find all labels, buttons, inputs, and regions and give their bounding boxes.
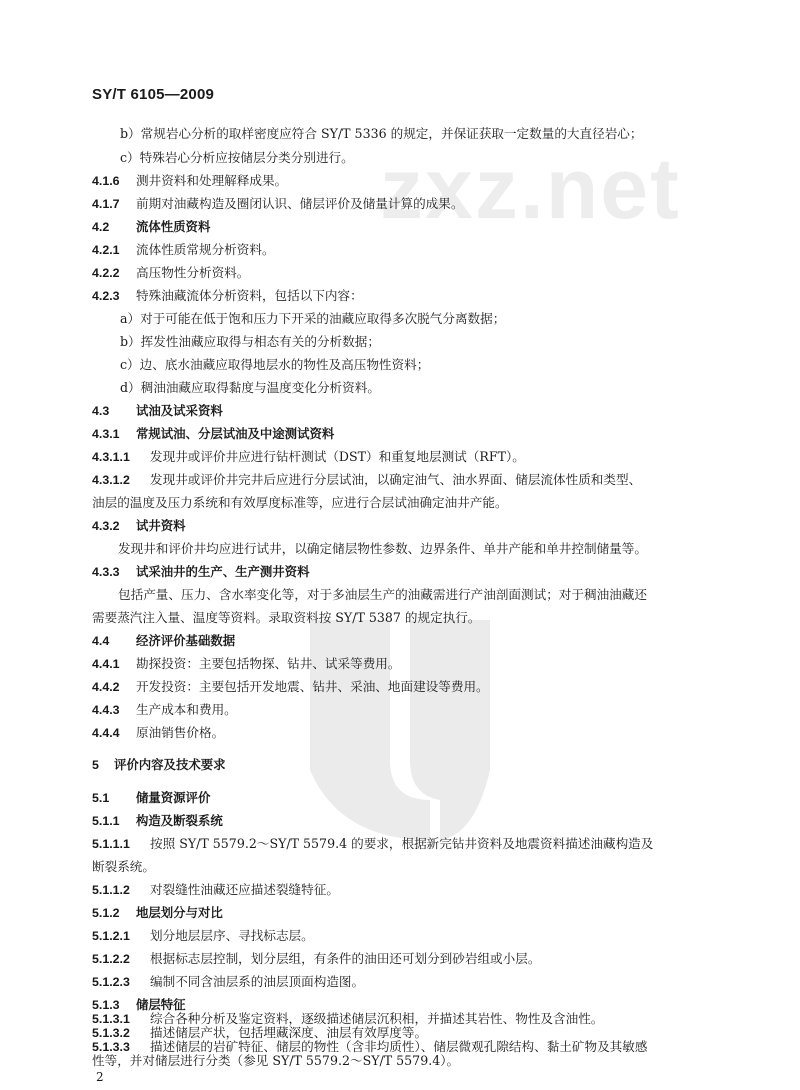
clause-4-1-7: 4.1.7 前期对油藏构造及圈闭认识、储层评价及储量计算的成果。	[92, 196, 464, 211]
clause-5-1-1-2: 5.1.1.2 对裂缝性油藏还应描述裂缝特征。	[92, 882, 339, 897]
page-number: 2	[96, 1070, 104, 1084]
clause-5-1-1: 5.1.1 构造及断裂系统	[92, 813, 223, 828]
clause-5-1-2-2: 5.1.2.2 根据标志层控制，划分层组，有条件的油田还可划分到砂岩组或小层。	[92, 951, 541, 966]
watermark-text: zxz.net	[380, 141, 681, 237]
list-item-b: b）常规岩心分析的取样密度应符合 SY/T 5336 的规定，并保证获取一定数量的大直径岩心；	[120, 126, 643, 141]
clause-5-1-3: 5.1.3 储层特征	[92, 997, 186, 1012]
clause-4-2-2: 4.2.2 高压物性分析资料。	[92, 265, 250, 280]
clause-5-1-3-1: 5.1.3.1 综合各种分析及鉴定资料，逐级描述储层沉积相，并描述其岩性、物性及含油性。	[92, 1011, 604, 1026]
list-item-c: c）特殊岩心分析应按储层分类分别进行。	[120, 150, 354, 165]
clause-5-1-3-2: 5.1.3.2 描述储层产状，包括埋藏深度、油层有效厚度等。	[92, 1025, 428, 1040]
section-4-4: 4.4 经济评价基础数据	[92, 633, 236, 648]
clause-4-3-1: 4.3.1 常规试油、分层试油及中途测试资料	[92, 426, 335, 441]
list-item-c: c）边、底水油藏应取得地层水的物性及高压物性资料；	[120, 357, 430, 372]
list-item-b: b）挥发性油藏应取得与相态有关的分析数据；	[120, 334, 380, 349]
clause-5-1-3-3: 5.1.3.3 描述储层的岩矿特征、储层的物性（含非均质性）、储层微观孔隙结构、黏土矿物及其敏感	[92, 1039, 648, 1054]
clause-continuation: 断裂系统。	[92, 859, 155, 874]
list-item-d: d）稠油油藏应取得黏度与温度变化分析资料。	[120, 380, 380, 395]
clause-4-3-2: 4.3.2 试井资料	[92, 518, 186, 533]
clause-4-4-4: 4.4.4 原油销售价格。	[92, 725, 225, 740]
clause-4-4-1: 4.4.1 勘探投资：主要包括物探、钻井、试采等费用。	[92, 656, 401, 671]
clause-4-3-1-1: 4.3.1.1 发现井或评价井应进行钻杆测试（DST）和重复地层测试（RFT）。	[92, 449, 525, 464]
clause-continuation: 油层的温度及压力系统和有效厚度标准等，应进行合层试油确定油井产能。	[92, 495, 508, 510]
clause-4-1-6: 4.1.6 测井资料和处理解释成果。	[92, 173, 288, 188]
chapter-5: 5 评价内容及技术要求	[92, 757, 226, 772]
watermark-logo	[300, 600, 500, 850]
paragraph-continuation: 需要蒸汽注入量、温度等资料。录取资料按 SY/T 5387 的规定执行。	[92, 610, 481, 625]
paragraph: 发现井和评价井均应进行试井，以确定储层物性参数、边界条件、单井产能和单井控制储量等。	[118, 541, 647, 556]
clause-5-1-2-3: 5.1.2.3 编制不同含油层系的油层顶面构造图。	[92, 974, 365, 989]
document-header: SY/T 6105—2009	[92, 86, 215, 103]
clause-4-4-3: 4.4.3 生产成本和费用。	[92, 702, 237, 717]
clause-4-3-3: 4.3.3 试采油井的生产、生产测井资料	[92, 564, 310, 579]
clause-4-3-1-2: 4.3.1.2 发现井或评价井完井后应进行分层试油，以确定油气、油水界面、储层流体性质和类型、	[92, 472, 642, 487]
clause-continuation: 性等，并对储层进行分类（参见 SY/T 5579.2～SY/T 5579.4）。	[92, 1053, 460, 1068]
section-4-2: 4.2 流体性质资料	[92, 219, 211, 234]
clause-5-1-2-1: 5.1.2.1 划分地层层序、寻找标志层。	[92, 928, 314, 943]
clause-4-2-3: 4.2.3 特殊油藏流体分析资料，包括以下内容：	[92, 288, 363, 303]
section-5-1: 5.1 储量资源评价	[92, 790, 211, 805]
section-4-3: 4.3 试油及试采资料	[92, 403, 223, 418]
list-item-a: a）对于可能在低于饱和压力下开采的油藏应取得多次脱气分离数据；	[120, 311, 506, 326]
clause-4-2-1: 4.2.1 流体性质常规分析资料。	[92, 242, 275, 257]
clause-5-1-1-1: 5.1.1.1 按照 SY/T 5579.2～SY/T 5579.4 的要求，根据新完钻井资料及地震资料描述油藏构造及	[92, 836, 654, 851]
clause-4-4-2: 4.4.2 开发投资：主要包括开发地震、钻井、采油、地面建设等费用。	[92, 679, 489, 694]
paragraph: 包括产量、压力、含水率变化等，对于多油层生产的油藏需进行产油剖面测试；对于稠油油藏还	[118, 587, 647, 602]
clause-5-1-2: 5.1.2 地层划分与对比	[92, 905, 223, 920]
